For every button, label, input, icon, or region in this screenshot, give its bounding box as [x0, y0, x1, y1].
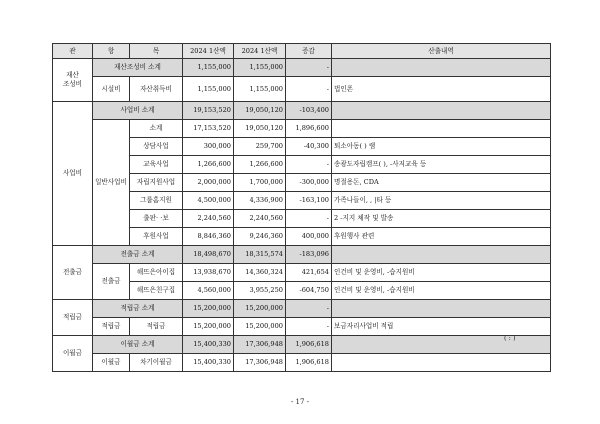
subtotal-budget-1: 19,153,520: [183, 102, 234, 120]
budget-2-cell: 3,955,250: [234, 282, 286, 300]
table-row: [53, 354, 551, 372]
hang-cell: 적립금: [93, 318, 130, 336]
budget-2-cell: 17,306,948: [234, 354, 286, 372]
subtotal-change: -: [286, 59, 332, 77]
budget-2-cell: 259,700: [234, 138, 286, 156]
mok-cell: 차기이월금: [130, 354, 183, 372]
change-cell: -: [286, 210, 332, 228]
budget-2-cell: 9,246,360: [234, 228, 286, 246]
details-cell: 퇴소아동( ) 램: [332, 138, 551, 156]
subtotal-note: [332, 102, 551, 120]
change-cell: -40,300: [286, 138, 332, 156]
change-cell: 400,000: [286, 228, 332, 246]
details-cell: 명절용돈, CDA: [332, 174, 551, 192]
budget-2-cell: 15,200,000: [234, 318, 286, 336]
subtotal-note: [332, 336, 551, 354]
details-cell: 보금자리사업비 적립: [332, 318, 551, 336]
table-row: [53, 77, 551, 102]
subtotal-budget-1: 1,155,000: [183, 59, 234, 77]
details-cell: 송광도자립캠프( ), -사저교육 등: [332, 156, 551, 174]
table-row: [53, 59, 551, 77]
details-cell: 법인폰: [332, 77, 551, 102]
col-details: 산출내역: [332, 44, 551, 59]
subtotal-label: 이월금 소계: [93, 336, 183, 354]
budget-2-cell: 4,336,900: [234, 192, 286, 210]
budget-2-cell: 1,700,000: [234, 174, 286, 192]
mok-cell: 자립지원사업: [130, 174, 183, 192]
budget-2-cell: 14,360,324: [234, 264, 286, 282]
budget-1-cell: 2,000,000: [183, 174, 234, 192]
mok-cell: 그룹홈지원: [130, 192, 183, 210]
table-row: [53, 318, 551, 336]
details-cell: 인건비 및 운영비, -습지원비: [332, 264, 551, 282]
change-cell: 421,654: [286, 264, 332, 282]
table-row: [53, 120, 551, 138]
mok-cell: 소계: [130, 120, 183, 138]
gwan-cell: 재산 조성비: [53, 59, 93, 102]
gwan-cell: 이월금: [53, 336, 93, 372]
subtotal-label: 재산조성비 소계: [93, 59, 183, 77]
page-number: - 17 -: [290, 398, 310, 406]
subtotal-budget-2: 17,306,948: [234, 336, 286, 354]
change-cell: 1,906,618: [286, 354, 332, 372]
change-cell: -: [286, 318, 332, 336]
change-cell: -: [286, 156, 332, 174]
mok-cell: 해뜨은아이집: [130, 264, 183, 282]
header-row: [53, 44, 551, 59]
mok-cell: 후원사업: [130, 228, 183, 246]
subtotal-label: 전출금 소계: [93, 246, 183, 264]
subtotal-budget-2: 19,050,120: [234, 102, 286, 120]
mok-cell: 자산취득비: [130, 77, 183, 102]
unit-label: ( : ): [504, 334, 516, 342]
details-cell: 2 -지지 체작 및 발송: [332, 210, 551, 228]
budget-1-cell: 4,560,000: [183, 282, 234, 300]
details-cell: 후원행사 관련: [332, 228, 551, 246]
mok-cell: 적립금: [130, 318, 183, 336]
gwan-cell: 적립금: [53, 300, 93, 336]
budget-1-cell: 15,400,330: [183, 354, 234, 372]
subtotal-change: 1,906,618: [286, 336, 332, 354]
change-cell: -163,100: [286, 192, 332, 210]
mok-cell: 교육사업: [130, 156, 183, 174]
hang-cell: 시설비: [93, 77, 130, 102]
hang-cell: 일반사업비: [93, 120, 130, 246]
change-cell: 1,896,600: [286, 120, 332, 138]
budget-1-cell: 17,153,520: [183, 120, 234, 138]
table-row: [53, 264, 551, 282]
details-cell: [332, 120, 551, 138]
mok-cell: 상담사업: [130, 138, 183, 156]
col-budget-2: 2024 1산액: [234, 44, 286, 59]
budget-2-cell: 2,240,560: [234, 210, 286, 228]
subtotal-budget-1: 15,400,330: [183, 336, 234, 354]
budget-1-cell: 13,938,670: [183, 264, 234, 282]
budget-1-cell: 4,500,000: [183, 192, 234, 210]
subtotal-label: 사업비 소계: [93, 102, 183, 120]
change-cell: -604,750: [286, 282, 332, 300]
subtotal-label: 적립금 소계: [93, 300, 183, 318]
subtotal-note: [332, 246, 551, 264]
budget-1-cell: 1,266,600: [183, 156, 234, 174]
budget-table: [52, 43, 551, 372]
subtotal-budget-2: 15,200,000: [234, 300, 286, 318]
mok-cell: 해뜨은친구집: [130, 282, 183, 300]
table-row: [53, 246, 551, 264]
budget-2-cell: 19,050,120: [234, 120, 286, 138]
table-row: [53, 336, 551, 354]
col-mok: 목: [130, 44, 183, 59]
budget-1-cell: 8,846,360: [183, 228, 234, 246]
subtotal-note: [332, 59, 551, 77]
details-cell: [332, 354, 551, 372]
table-row: [53, 300, 551, 318]
budget-1-cell: 2,240,560: [183, 210, 234, 228]
mok-cell: 출판· ·보: [130, 210, 183, 228]
change-cell: -300,000: [286, 174, 332, 192]
gwan-cell: 사업비: [53, 102, 93, 246]
subtotal-budget-2: 18,315,574: [234, 246, 286, 264]
details-cell: 가족나들이, , |타 등: [332, 192, 551, 210]
details-cell: 인건비 및 운영비, -습지원비: [332, 282, 551, 300]
gwan-cell: 전출금: [53, 246, 93, 300]
change-cell: -: [286, 77, 332, 102]
subtotal-change: -: [286, 300, 332, 318]
subtotal-budget-2: 1,155,000: [234, 59, 286, 77]
col-budget-1: 2024 1산액: [183, 44, 234, 59]
budget-1-cell: 300,000: [183, 138, 234, 156]
table-row: [53, 102, 551, 120]
subtotal-budget-1: 18,498,670: [183, 246, 234, 264]
subtotal-budget-1: 15,200,000: [183, 300, 234, 318]
hang-cell: 이월금: [93, 354, 130, 372]
col-change: 증감: [286, 44, 332, 59]
subtotal-note: [332, 300, 551, 318]
budget-1-cell: 1,155,000: [183, 77, 234, 102]
budget-1-cell: 15,200,000: [183, 318, 234, 336]
subtotal-change: -183,096: [286, 246, 332, 264]
hang-cell: 전출금: [93, 264, 130, 300]
col-hang: 항: [93, 44, 130, 59]
col-gwan: 관: [53, 44, 93, 59]
subtotal-change: -103,400: [286, 102, 332, 120]
budget-2-cell: 1,266,600: [234, 156, 286, 174]
budget-2-cell: 1,155,000: [234, 77, 286, 102]
